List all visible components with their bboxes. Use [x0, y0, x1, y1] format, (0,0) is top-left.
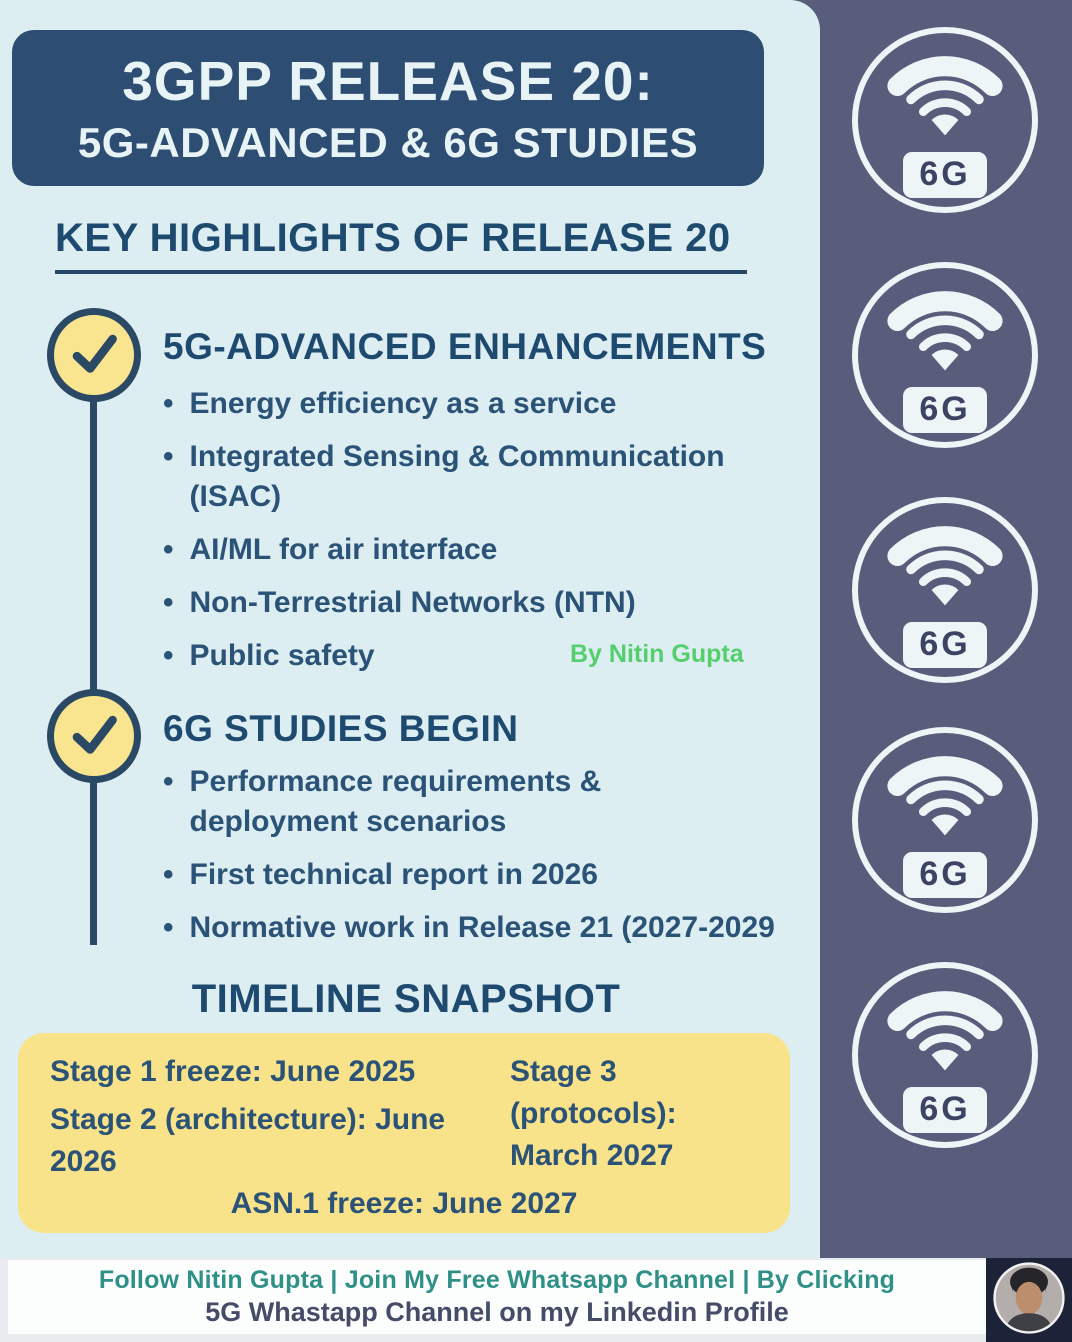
list-item: • Integrated Sensing & Communication (ISAC): [163, 437, 763, 517]
stage-3-protocols: Stage 3 (protocols): March 2027: [510, 1055, 677, 1172]
list-item: • Non-Terrestrial Networks (NTN): [163, 583, 763, 623]
bullet-dot: •: [163, 533, 174, 566]
6g-wifi-badge-5: [852, 962, 1038, 1148]
timeline-snapshot-box: [18, 1033, 790, 1233]
checkmark-icon: [63, 703, 125, 770]
wifi-icon: [884, 517, 1006, 618]
list-item: • Public safety: [163, 636, 763, 676]
footer-channel-text: 5G Whastapp Channel on my Linkedin Profile: [205, 1297, 789, 1327]
stage-2-architecture: Stage 2 (architecture): June 2026: [50, 1103, 446, 1178]
wifi-icon: [884, 47, 1006, 148]
bullet-dot: •: [163, 586, 174, 619]
6g-label: 6G: [903, 622, 987, 668]
6g-label: 6G: [903, 387, 987, 433]
footer-banner: [0, 1258, 1072, 1342]
footer-text-strip: [8, 1260, 986, 1334]
list-item: • Performance requirements & deployment scenarios: [163, 762, 763, 842]
6g-label: 6G: [903, 852, 987, 898]
6g-wifi-badge-4: [852, 727, 1038, 913]
list-item: • Normative work in Release 21 (2027-2029: [163, 908, 763, 948]
author-byline: By Nitin Gupta: [570, 640, 744, 668]
6g-label: 6G: [903, 152, 987, 198]
checkmark-icon: [63, 322, 125, 389]
timeline-rail: [90, 355, 97, 945]
6g-label: 6G: [903, 1087, 987, 1133]
section-heading-5g-advanced: 5G-ADVANCED ENHANCEMENTS: [163, 326, 767, 367]
wifi-icon: [884, 982, 1006, 1083]
asn1-freeze: ASN.1 freeze: June 2027: [230, 1187, 578, 1220]
section-heading-6g-studies: 6G STUDIES BEGIN: [163, 708, 519, 749]
sidebar-6g-icons: [820, 0, 1072, 1258]
list-item: • AI/ML for air interface: [163, 530, 763, 570]
page-title: 3GPP RELEASE 20:: [122, 50, 654, 112]
bullet-dot: •: [163, 387, 174, 420]
checkmark-circle-1: [47, 308, 141, 402]
key-highlights-heading: KEY HIGHLIGHTS OF RELEASE 20: [55, 216, 731, 260]
header-box: [12, 30, 764, 186]
bullet-dot: •: [163, 639, 174, 672]
wifi-icon: [884, 747, 1006, 848]
checkmark-circle-2: [47, 689, 141, 783]
list-item: • First technical report in 2026: [163, 855, 763, 895]
bullet-dot: •: [163, 911, 174, 944]
stage-1-freeze: Stage 1 freeze: June 2025: [50, 1055, 416, 1088]
6g-wifi-badge-3: [852, 497, 1038, 683]
bullet-list-6g-studies: [163, 762, 775, 961]
avatar: [991, 1260, 1067, 1341]
bullet-dot: •: [163, 765, 174, 798]
6g-wifi-badge-1: [852, 27, 1038, 213]
author-photo-block: [986, 1258, 1072, 1342]
list-item: • Energy efficiency as a service: [163, 384, 763, 424]
6g-wifi-badge-2: [852, 262, 1038, 448]
page-subtitle: 5G-ADVANCED & 6G STUDIES: [77, 119, 699, 166]
bullet-dot: •: [163, 440, 174, 473]
wifi-icon: [884, 282, 1006, 383]
footer-follow-text: Follow Nitin Gupta | Join My Free Whatsapp Channel | By Clicking: [98, 1266, 896, 1294]
bullet-dot: •: [163, 858, 174, 891]
heading-underline: [55, 270, 747, 274]
timeline-snapshot-heading: TIMELINE SNAPSHOT: [191, 977, 621, 1021]
